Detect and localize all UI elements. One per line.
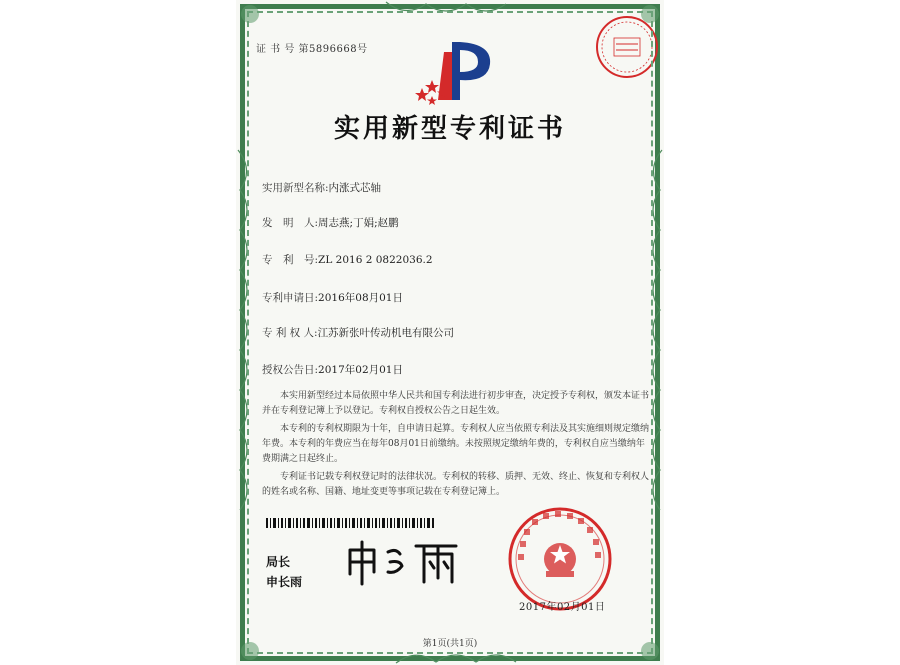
certificate-number: 证 书 号 第5896668号 [256, 44, 368, 55]
model-name-row [262, 180, 381, 195]
handwritten-signature-icon [344, 538, 464, 588]
patentee-label: 专 利 权 人: [262, 327, 318, 339]
application-date-row [262, 290, 403, 305]
grant-date-row [262, 362, 403, 377]
patent-number-label: 专 利 号: [262, 254, 319, 266]
director-title: 局长 [266, 555, 291, 569]
legal-status-paragraph [262, 470, 652, 500]
paragraph-2: 本专利的专利权期限为十年，自申请日起算。专利权人应当依照专利法及其实施细则规定缴纳年费。本专利的年费应当在每年08月01日前缴纳。未按照规定缴纳年费的，专利权自应当缴纳年费期满之日起终止。 [262, 424, 650, 464]
decorative-border [236, 0, 664, 665]
certificate-title: 实用新型专利证书 [333, 114, 566, 144]
patent-number-row [262, 252, 433, 267]
page-footer: 第1页(共1页) [422, 639, 478, 649]
patentee-row [262, 325, 454, 340]
term-statement-paragraph [262, 422, 652, 467]
inventor-value: 周志燕;丁娟;赵鹏 [318, 217, 399, 229]
model-name-label: 实用新型名称: [262, 182, 329, 194]
printed-seal-stamp-icon [594, 14, 660, 80]
patent-office-emblem-icon [414, 40, 494, 110]
seal-date: 2017年02月01日 [519, 602, 606, 613]
inventor-row [262, 215, 399, 230]
patentee-value: 江苏新张叶传动机电有限公司 [317, 327, 455, 339]
paragraph-3: 专利证书记载专利权登记时的法律状况。专利权的转移、质押、无效、终止、恢复和专利权人的姓名或名称、国籍、地址变更等事项记载在专利登记簿上。 [262, 472, 650, 497]
model-name-value: 内涨式芯轴 [328, 182, 382, 194]
national-emblem-seal-icon [506, 505, 614, 613]
patent-certificate [236, 0, 664, 665]
inventor-label: 发 明 人: [262, 217, 319, 229]
patent-number-value: ZL 2016 2 0822036.2 [318, 254, 433, 266]
grant-date-value: 2017年02月01日 [318, 364, 403, 376]
paragraph-1: 本实用新型经过本局依照中华人民共和国专利法进行初步审查，决定授予专利权，颁发本证书并在专利登记簿上予以登记。专利权自授权公告之日起生效。 [262, 391, 650, 416]
director-name: 申长雨 [266, 575, 303, 589]
grant-date-label: 授权公告日: [262, 364, 319, 376]
barcode-icon [266, 518, 436, 528]
application-date-label: 专利申请日: [262, 292, 319, 304]
grant-statement-paragraph [262, 389, 652, 419]
application-date-value: 2016年08月01日 [318, 292, 403, 304]
